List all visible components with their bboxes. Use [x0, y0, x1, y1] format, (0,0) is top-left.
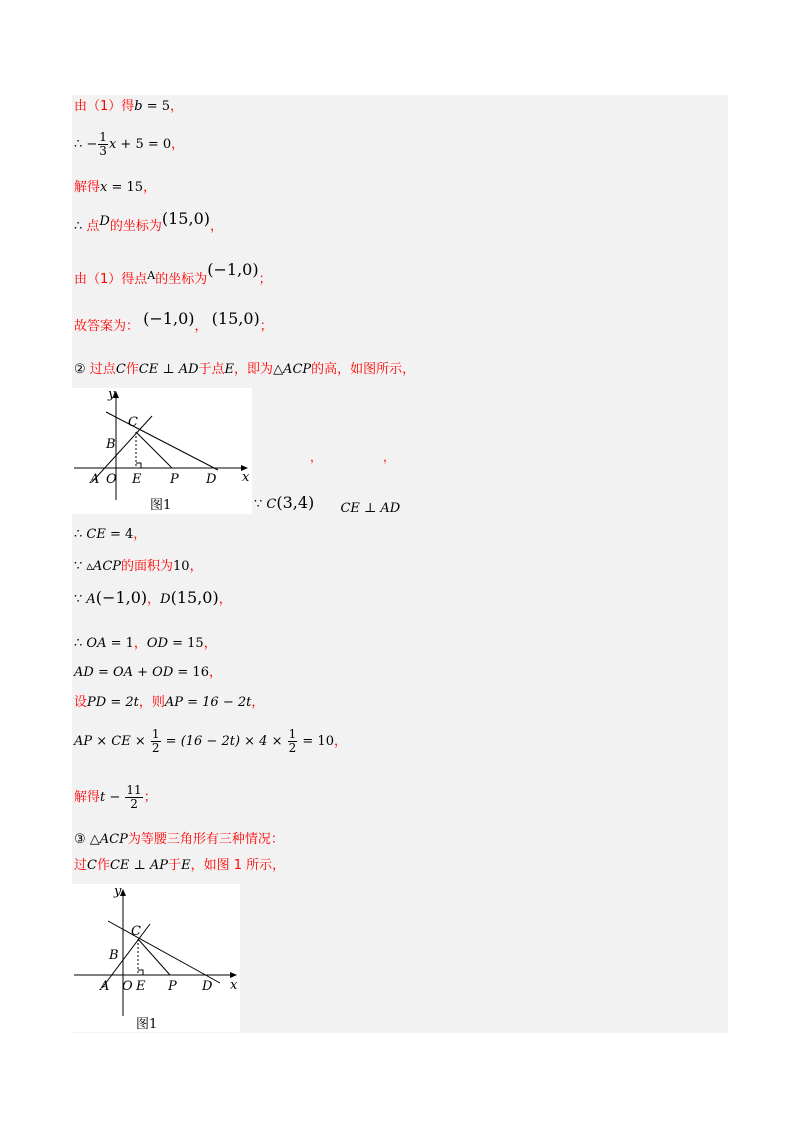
- math-var: AP: [164, 695, 183, 710]
- label-D: D: [202, 979, 213, 994]
- text: 作: [125, 362, 139, 377]
- math-expr: ▵ACP: [86, 559, 122, 574]
- punct: ，: [333, 734, 347, 749]
- numerator: 1: [99, 130, 107, 144]
- text: 解得: [74, 180, 101, 195]
- punct: ，: [208, 665, 222, 680]
- line-11: [74, 588, 232, 610]
- punct: ；: [143, 790, 157, 805]
- label-A: A: [90, 472, 100, 487]
- numerator: 11: [126, 783, 142, 797]
- label-C: C: [128, 415, 138, 430]
- fraction: [125, 784, 142, 811]
- punct: ，: [203, 636, 217, 651]
- math-var: b: [134, 99, 143, 114]
- text: 解得: [74, 790, 101, 805]
- text: ，则: [138, 695, 165, 710]
- math-symbol: ∴: [74, 219, 87, 234]
- text: ，如图 1 所示，: [190, 858, 286, 873]
- punct: ；: [259, 319, 273, 334]
- punct: ，: [143, 180, 157, 195]
- line-1: [74, 97, 183, 117]
- math-var: t: [100, 790, 106, 805]
- numerator: 1: [151, 727, 160, 741]
- math-expr: △ACP: [273, 362, 312, 377]
- math-expr: = (16 − 2t) × 4 ×: [161, 734, 287, 749]
- label-x: x: [242, 470, 250, 485]
- line-8: [254, 493, 400, 515]
- line-15: [74, 727, 347, 757]
- text: 设: [74, 695, 88, 710]
- label-B: B: [106, 437, 116, 452]
- math-expr: CE ⊥ AD: [340, 501, 401, 516]
- math-var: x: [100, 180, 108, 195]
- line-6: [74, 309, 273, 337]
- math-var: C: [266, 497, 277, 512]
- math-var: OA: [86, 636, 107, 651]
- math-var: C: [115, 362, 126, 377]
- coordinate-diagram: [72, 884, 240, 1032]
- fraction: [98, 131, 108, 158]
- coordinate: (−1,0): [207, 260, 259, 279]
- math-expr: −: [105, 790, 125, 805]
- math-symbol: ∵: [254, 497, 267, 512]
- denominator: 3: [99, 144, 107, 158]
- math-expr: = 2t: [106, 695, 139, 710]
- punct: ，: [194, 319, 208, 334]
- math-expr: = 10: [298, 734, 334, 749]
- fraction: [151, 728, 161, 755]
- coordinate: (−1,0): [95, 588, 148, 607]
- coordinate: (15,0): [161, 209, 210, 228]
- figure-2: [72, 884, 240, 1032]
- punct: ，: [189, 559, 203, 574]
- circled-number: ③: [74, 832, 90, 847]
- math-value: 10: [173, 559, 190, 574]
- text: 为等腰三角形有三种情况：: [127, 832, 284, 847]
- line-3: [74, 178, 156, 198]
- fraction: [288, 728, 298, 755]
- figure-caption: 图1: [150, 498, 172, 513]
- math-symbol: ∴: [74, 527, 87, 542]
- math-var: x: [108, 137, 117, 152]
- line-12: [74, 634, 217, 654]
- math-var: OD: [146, 636, 168, 651]
- label-P: P: [168, 979, 177, 994]
- math-var: A: [86, 592, 96, 607]
- math-var: E: [224, 362, 235, 377]
- punct: ，: [133, 636, 147, 651]
- punct: ，: [251, 695, 265, 710]
- line-16: [74, 783, 157, 813]
- text: 由（1）得: [74, 99, 135, 114]
- label-E: E: [132, 472, 142, 487]
- text: 点: [86, 219, 100, 234]
- text: 于: [168, 858, 182, 873]
- denominator: 2: [288, 741, 297, 755]
- circled-number: ②: [74, 362, 90, 377]
- math-expr: AP × CE ×: [74, 734, 150, 749]
- text: ，即为: [234, 362, 274, 377]
- punct: ，: [147, 592, 161, 607]
- denominator: 2: [151, 741, 160, 755]
- denominator: 2: [130, 797, 138, 811]
- label-y: y: [108, 388, 116, 402]
- stray-comma: ，: [310, 450, 323, 464]
- text: 过点: [89, 362, 116, 377]
- text: 的高，如图所示，: [311, 362, 416, 377]
- label-B: B: [109, 948, 119, 963]
- math-expr: + 5 = 0: [116, 137, 172, 152]
- label-A: A: [100, 979, 110, 994]
- label-O: O: [122, 979, 133, 994]
- math-symbol: ∴: [74, 636, 87, 651]
- label-O: O: [106, 472, 117, 487]
- line-10: [74, 557, 203, 577]
- label-x: x: [230, 978, 238, 993]
- line-2: [74, 131, 184, 158]
- math-expr: = 1: [106, 636, 134, 651]
- label-P: P: [170, 472, 179, 487]
- math-expr: △ACP: [89, 832, 128, 847]
- math-expr: CE ⊥ AD: [138, 362, 199, 377]
- math-symbol: ∵: [74, 559, 87, 574]
- text: 的坐标为: [155, 272, 208, 287]
- math-expr: = 5: [142, 99, 171, 114]
- math-var: C: [87, 858, 97, 873]
- text: 故答案为：: [74, 319, 140, 334]
- math-expr: = 16 − 2t: [183, 695, 252, 710]
- math-expr: ∴ −: [74, 137, 98, 152]
- figure-1: [72, 388, 252, 514]
- math-expr: AD = OA + OD: [74, 665, 174, 680]
- text: 的坐标为: [109, 219, 162, 234]
- coordinate: (15,0): [211, 309, 260, 328]
- line-4: [74, 209, 223, 237]
- math-var: E: [181, 858, 191, 873]
- math-expr: = 4: [105, 527, 134, 542]
- text: 作: [96, 858, 110, 873]
- text: 的面积为: [121, 559, 174, 574]
- math-var: D: [99, 214, 110, 229]
- line-14: [74, 693, 264, 713]
- math-var: A: [147, 269, 156, 282]
- coordinate-diagram: [72, 388, 252, 514]
- coordinate: (15,0): [170, 588, 219, 607]
- line-5: [74, 260, 272, 290]
- text: 过: [74, 858, 88, 873]
- label-y: y: [114, 884, 122, 899]
- line-9: [74, 525, 146, 545]
- coordinate: (3,4): [276, 493, 315, 512]
- math-var: CE: [86, 527, 106, 542]
- text: 于点: [198, 362, 225, 377]
- punct: ，: [171, 137, 185, 152]
- label-C: C: [131, 924, 141, 939]
- math-expr: CE ⊥ AP: [109, 858, 169, 873]
- punct: ，: [133, 527, 147, 542]
- punct: ，: [209, 219, 223, 234]
- math-expr: = 16: [173, 665, 209, 680]
- math-symbol: ∵: [74, 592, 87, 607]
- figure-caption: 图1: [136, 1017, 158, 1032]
- punct: ，: [170, 99, 184, 114]
- punct: ，: [218, 592, 232, 607]
- line-18: [74, 856, 285, 876]
- stray-comma: ，: [383, 450, 396, 464]
- math-expr: = 15: [168, 636, 204, 651]
- label-D: D: [206, 472, 217, 487]
- math-var: PD: [87, 695, 107, 710]
- line-13: [74, 663, 222, 683]
- line-17: [74, 830, 284, 850]
- math-var: D: [160, 592, 171, 607]
- punct: ；: [258, 272, 272, 287]
- text: 由（1）得点: [74, 272, 148, 287]
- label-E: E: [136, 979, 146, 994]
- numerator: 1: [288, 727, 297, 741]
- math-expr: = 15: [107, 180, 144, 195]
- line-7: [74, 360, 415, 380]
- coordinate: (−1,0): [143, 309, 195, 328]
